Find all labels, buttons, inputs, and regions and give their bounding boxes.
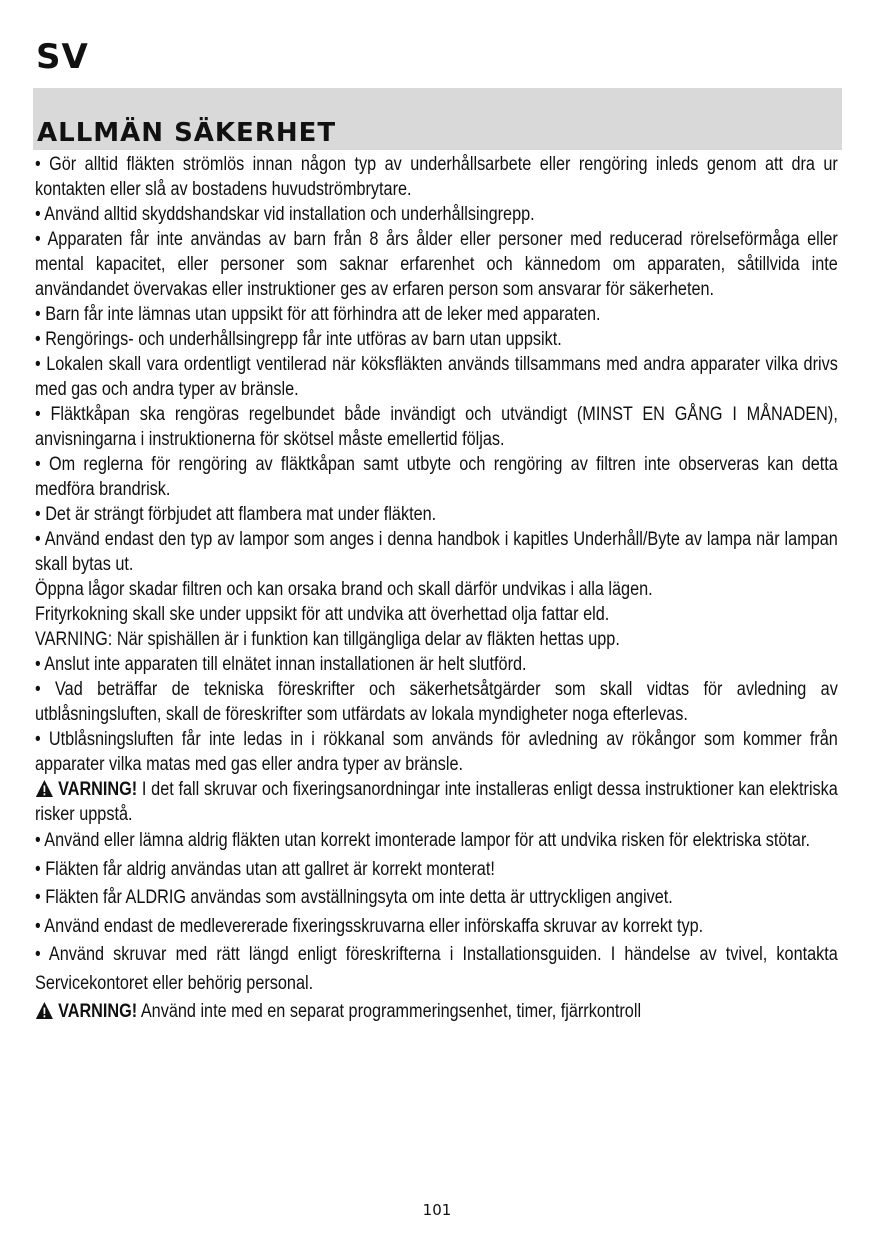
- paragraph: Frityrkokning skall ske under uppsikt för att undvika att överhettad olja fattar eld.: [35, 604, 610, 625]
- paragraph: VARNING: När spishällen är i funktion kan tillgängliga delar av fläkten hettas upp.: [35, 629, 620, 650]
- warning-label: VARNING!: [58, 1001, 138, 1022]
- paragraph: • Apparaten får inte användas av barn från 8 års ålder eller personer med reducerad rörelseförmåga eller mental kapacitet, eller personer som saknar erfarenhet och kännedom om apparaten, såtillvida inte användandet övervakas eller instruktioner ges av erfaren person som ansvarar för säkerheten.: [35, 229, 838, 300]
- paragraph: • Det är strängt förbjudet att flambera mat under fläkten.: [35, 504, 437, 525]
- section-title: ALLMÄN SÄKERHET: [37, 118, 337, 148]
- paragraph: • Gör alltid fläkten strömlös innan någon typ av underhållsarbete eller rengöring inleds genom att dra ur kontakten eller slå av bostadens huvudströmbrytare.: [35, 154, 838, 200]
- paragraph: • Använd endast den typ av lampor som anges i denna handbok i kapitles Underhåll/Byte av lampa när lampan skall bytas ut.: [35, 529, 838, 575]
- warning-triangle-icon: [35, 1001, 54, 1020]
- warning-label: VARNING!: [58, 779, 138, 800]
- warning-text: I det fall skruvar och fixeringsanordningar inte installeras enligt dessa instruktioner kan elektriska risker uppstå.: [35, 779, 838, 825]
- safety-instructions: [35, 152, 838, 1027]
- section-header-band: [33, 88, 842, 150]
- paragraph: • Använd eller lämna aldrig fläkten utan korrekt imonterade lampor för att undvika risken för elektriska stötar.: [35, 830, 811, 851]
- paragraph: • Fläkten får aldrig användas utan att gallret är korrekt monterat!: [35, 858, 495, 880]
- paragraph: • Använd endast de medlevererade fixeringsskruvarna eller införskaffa skruvar av korrekt typ.: [35, 915, 704, 937]
- paragraph: • Anslut inte apparaten till elnätet innan installationen är helt slutförd.: [35, 654, 527, 675]
- paragraph: • Fläktkåpan ska rengöras regelbundet både invändigt och utvändigt (MINST EN GÅNG I MÅNADEN), anvisningarna i instruktionerna för skötsel måste emellertid följas.: [35, 404, 838, 450]
- language-code: SV: [36, 37, 89, 77]
- warning-triangle-icon: [35, 779, 54, 798]
- warning-text: Använd inte med en separat programmeringsenhet, timer, fjärrkontroll: [137, 1001, 642, 1022]
- paragraph: • Barn får inte lämnas utan uppsikt för att förhindra att de leker med apparaten.: [35, 304, 601, 325]
- paragraph: • Fläkten får ALDRIG användas som avställningsyta om inte detta är uttryckligen angivet.: [35, 887, 673, 908]
- page-number: 101: [422, 1201, 452, 1219]
- paragraph: • Vad beträffar de tekniska föreskrifter och säkerhetsåtgärder som skall vidtas för avledning av utblåsningsluften, skall de föreskrifter som utfärdats av lokala myndigheter noga efterlevas.: [35, 679, 838, 725]
- paragraph: • Använd skruvar med rätt längd enligt föreskrifterna i Installationsguiden. I händelse av tvivel, kontakta Servicekontoret eller behörig personal.: [35, 944, 838, 994]
- warning-paragraph: [35, 777, 838, 827]
- warning-paragraph: [35, 998, 838, 1027]
- paragraph: • Lokalen skall vara ordentligt ventilerad när köksfläkten används tillsammans med andra apparater vilka drivs med gas och andra typer av bränsle.: [35, 354, 838, 400]
- paragraph: Öppna lågor skadar filtren och kan orsaka brand och skall därför undvikas i alla lägen.: [35, 579, 653, 600]
- paragraph: • Om reglerna för rengöring av fläktkåpan samt utbyte och rengöring av filtren inte observeras kan detta medföra brandrisk.: [35, 454, 838, 500]
- paragraph: • Rengörings- och underhållsingrepp får inte utföras av barn utan uppsikt.: [35, 329, 562, 350]
- paragraph: • Använd alltid skyddshandskar vid installation och underhållsingrepp.: [35, 204, 535, 225]
- paragraph: • Utblåsningsluften får inte ledas in i rökkanal som används för avledning av rökångor som kommer från apparater vilka matas med gas eller andra typer av bränsle.: [35, 729, 838, 775]
